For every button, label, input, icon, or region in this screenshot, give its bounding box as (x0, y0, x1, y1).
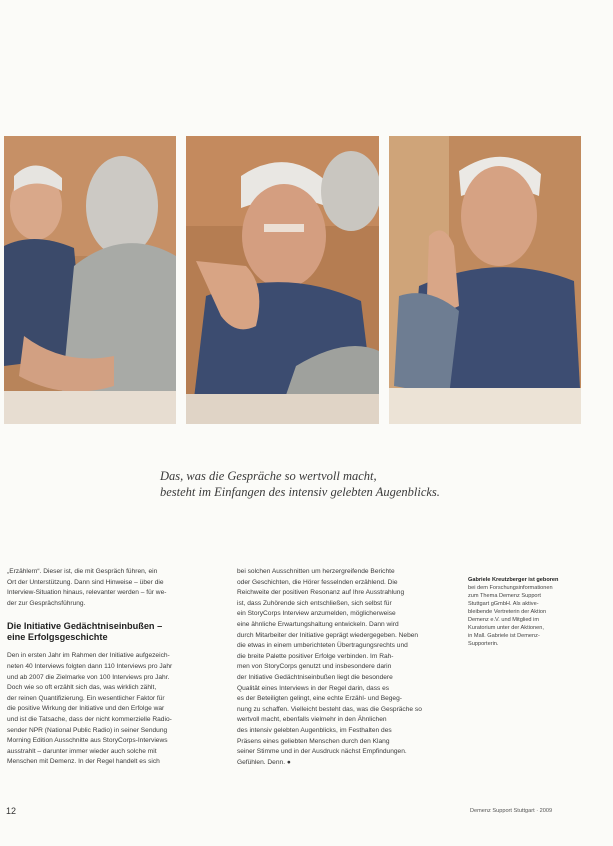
body-line: oder Geschichten, die Hörer fesselnden erzählend. Die (237, 578, 398, 586)
body-line: wertvoll macht, ebenfalls vielmehr in den Ähnlichen (237, 716, 387, 724)
body-line: seiner Stimme und in der Ausdruck nächst Empfindungen. (237, 748, 407, 756)
body-line: der reinen Quantifizierung. Ein wesentlicher Faktor für (7, 694, 165, 702)
body-line: Qualität eines Interviews in der Regel darin, dass es (237, 684, 390, 692)
body-line: und ist die Tatsache, dass der nicht kommerzielle Radio- (7, 715, 172, 723)
body-line: durch Mitarbeiter der Initiative geprägt wiedergegeben. Neben (237, 631, 419, 639)
body-line: des intensiv gelebten Augenblicks, im Festhalten des (237, 726, 392, 734)
body-line: und ab 2007 die Zielmarke von 100 Interviews pro Jahr. (7, 673, 170, 681)
caption-line: in Mall. Gabriele ist Demenz- (468, 633, 540, 639)
pull-quote-line: besteht im Einfangen des intensiv gelebten Augenblicks. (160, 485, 440, 499)
article-column-right (237, 567, 457, 768)
body-line: Gefühlen. Denn. ● (237, 758, 291, 766)
body-line: ein StoryCorps Interview anzumelden, möglicherweise (237, 610, 396, 618)
caption-line: bei dem Forschungsinformationen (468, 585, 553, 591)
body-line: Morning Edition Ausschnitte aus StoryCorps-Interviews (7, 737, 168, 745)
author-caption (468, 576, 572, 648)
caption-line: bleibende Vertreterin der Aktion (468, 609, 547, 615)
section-heading-line: Die Initiative Gedächtniseinbußen – (7, 621, 163, 632)
body-line: ausstrahlt – darunter immer wieder auch solche mit (7, 747, 157, 755)
body-line: es der Beteiligten gelingt, eine echte Erzähl- und Begeg- (237, 695, 402, 703)
body-line: Doch wie so oft erzählt sich das, was wirklich zählt, (7, 684, 157, 692)
author-name: Gabriele Kreutzberger ist geboren (468, 577, 559, 583)
body-line: eine ähnliche Erwartungshaltung entwickeln. Dann wird (237, 620, 399, 628)
body-line: Den in ersten Jahr im Rahmen der Initiative aufgezeich- (7, 652, 170, 660)
caption-line: Kuratorium unter der Aktionen, (468, 625, 544, 631)
body-line: Interview-Situation hinaus, relevanter werden – für we- (7, 589, 167, 597)
pull-quote (160, 468, 540, 500)
photo-left (4, 136, 176, 424)
caption-line: Supporterin. (468, 641, 499, 647)
section-heading-line: eine Erfolgsgeschichte (7, 632, 108, 643)
caption-line: Demenz e.V. und Mitglied im (468, 617, 539, 623)
body-line: die breite Palette positiver Erfolge verbinden. Im Rah- (237, 652, 394, 660)
body-line: nung zu schaffen. Vielleicht besteht das, was die Gespräche so (237, 705, 422, 713)
body-line: ist, dass Zuhörende sich entschließen, sich selbst für (237, 599, 392, 607)
photo-right (389, 136, 581, 424)
page-number: 12 (6, 806, 17, 816)
body-line: Präsens eines geliebten Menschen durch den Klang (237, 737, 390, 745)
caption-line: Stuttgart gGmbH. Als aktive- (468, 601, 539, 607)
body-line: der Initiative Gedächtniseinbußen liegt die besondere (237, 673, 393, 681)
publication-footer: Demenz Support Stuttgart · 2009 (470, 808, 553, 814)
body-line: men von StoryCorps genutzt und insbesondere darin (237, 663, 392, 671)
body-line: bei solchen Ausschnitten um herzergreifende Berichte (237, 568, 395, 575)
body-line: Reichweite der positiven Resonanz auf Ihre Ausstrahlung (237, 589, 405, 597)
section-heading (7, 621, 221, 643)
body-line: Menschen mit Demenz. In der Regel handelt es sich (7, 758, 160, 766)
body-line: der zur Gesprächsführung. (7, 599, 86, 607)
body-line: die etwas in einem umberichteten Übertragungsrechts und (237, 642, 408, 650)
body-line: Ort der Unterstützung. Dann sind Hinweise – über die (7, 578, 164, 586)
article-column-left (7, 567, 221, 768)
body-line: „Erzählern“. Dieser ist, die mit Gespräch führen, ein (7, 568, 158, 575)
pull-quote-line: Das, was die Gespräche so wertvoll macht, (160, 469, 377, 483)
body-line: neten 40 Interviews folgten dann 110 Interviews pro Jahr (7, 662, 173, 670)
photo-center (186, 136, 379, 424)
caption-line: zum Thema Demenz Support (468, 593, 541, 599)
body-line: sender NPR (National Public Radio) in seiner Sendung (7, 726, 168, 734)
body-line: die positive Wirkung der Initiative und den Erfolge war (7, 705, 165, 713)
